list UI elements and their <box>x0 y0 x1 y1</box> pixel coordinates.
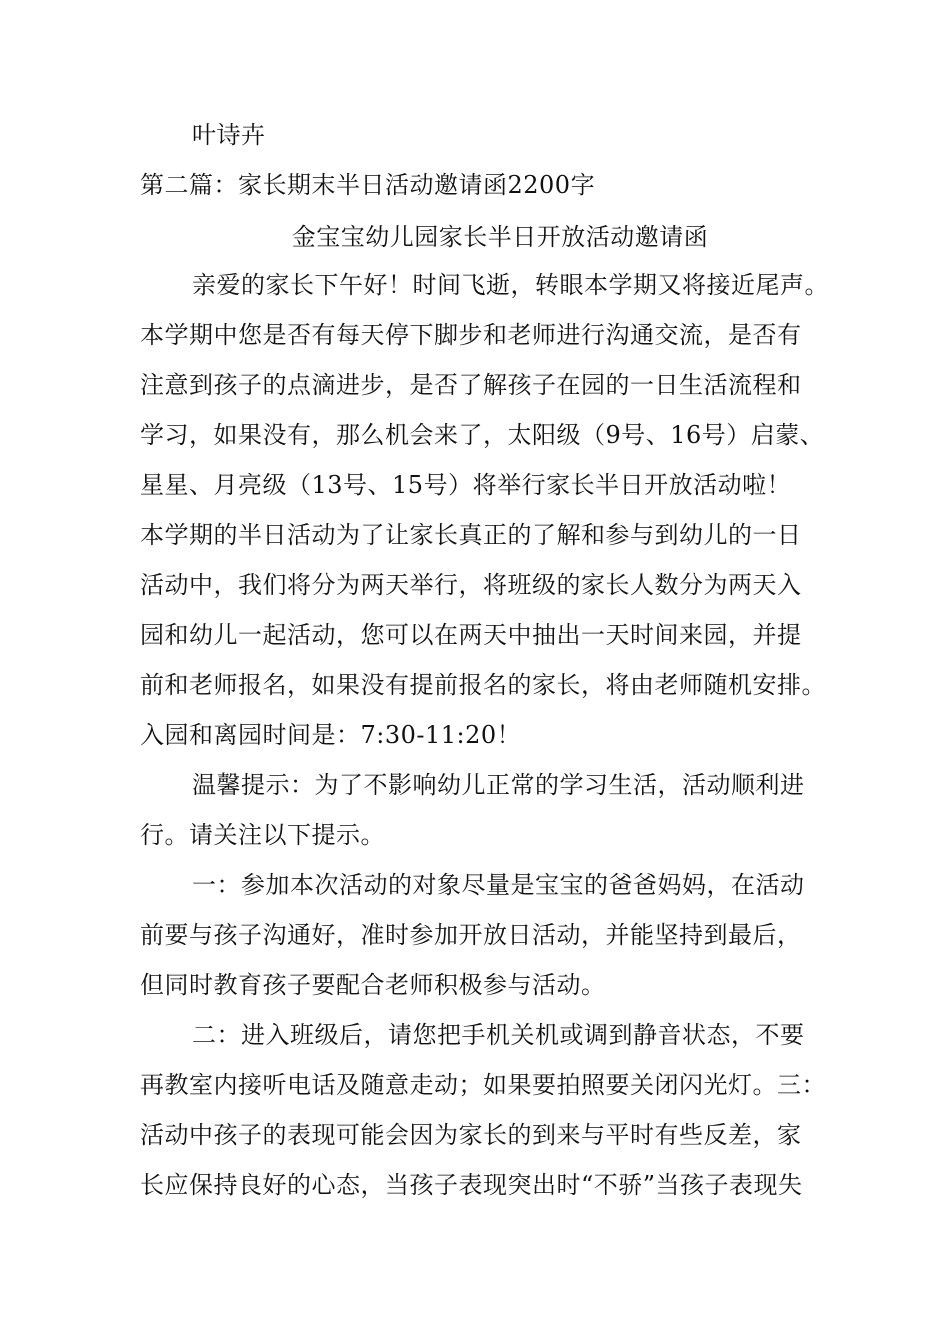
document-title: 金宝宝幼儿园家长半日开放活动邀请函 <box>291 223 709 251</box>
paragraph-line: 星星、月亮级（13号、15号）将举行家长半日开放活动啦！ <box>140 471 792 499</box>
paragraph-line: 长应保持良好的心态，当孩子表现突出时“不骄”当孩子表现失 <box>140 1171 803 1199</box>
paragraph-line: 本学期的半日活动为了让家长真正的了解和参与到幼儿的一日 <box>140 521 802 549</box>
section-heading: 第二篇：家长期末半日活动邀请函2200字 <box>140 171 596 199</box>
paragraph-line: 亲爱的家长下午好！时间飞逝，转眼本学期又将接近尾声。 <box>192 271 829 299</box>
paragraph-line: 一：参加本次活动的对象尽量是宝宝的爸爸妈妈，在活动 <box>192 871 805 899</box>
author-name: 叶诗卉 <box>192 121 266 149</box>
paragraph-line: 但同时教育孩子要配合老师积极参与活动。 <box>140 971 606 999</box>
paragraph-line: 再教室内接听电话及随意走动；如果要拍照要关闭闪光灯。三： <box>140 1071 826 1099</box>
paragraph-line: 学习，如果没有，那么机会来了，太阳级（9号、16号）启蒙、 <box>140 421 825 449</box>
paragraph-line: 前和老师报名，如果没有提前报名的家长，将由老师随机安排。 <box>140 671 826 699</box>
paragraph-line: 本学期中您是否有每天停下脚步和老师进行沟通交流，是否有 <box>140 321 802 349</box>
paragraph-line: 入园和离园时间是：7:30-11:20！ <box>140 721 522 749</box>
paragraph-line: 二：进入班级后，请您把手机关机或调到静音状态，不要 <box>192 1021 805 1049</box>
paragraph-line: 前要与孩子沟通好，准时参加开放日活动，并能坚持到最后， <box>140 921 802 949</box>
paragraph-line: 活动中，我们将分为两天举行，将班级的家长人数分为两天入 <box>140 571 802 599</box>
paragraph-line: 行。请关注以下提示。 <box>140 821 385 849</box>
paragraph-line: 温馨提示：为了不影响幼儿正常的学习生活，活动顺利进 <box>192 771 805 799</box>
paragraph-line: 园和幼儿一起活动，您可以在两天中抽出一天时间来园，并提 <box>140 621 802 649</box>
paragraph-line: 活动中孩子的表现可能会因为家长的到来与平时有些反差，家 <box>140 1121 802 1149</box>
paragraph-line: 注意到孩子的点滴进步，是否了解孩子在园的一日生活流程和 <box>140 371 802 399</box>
